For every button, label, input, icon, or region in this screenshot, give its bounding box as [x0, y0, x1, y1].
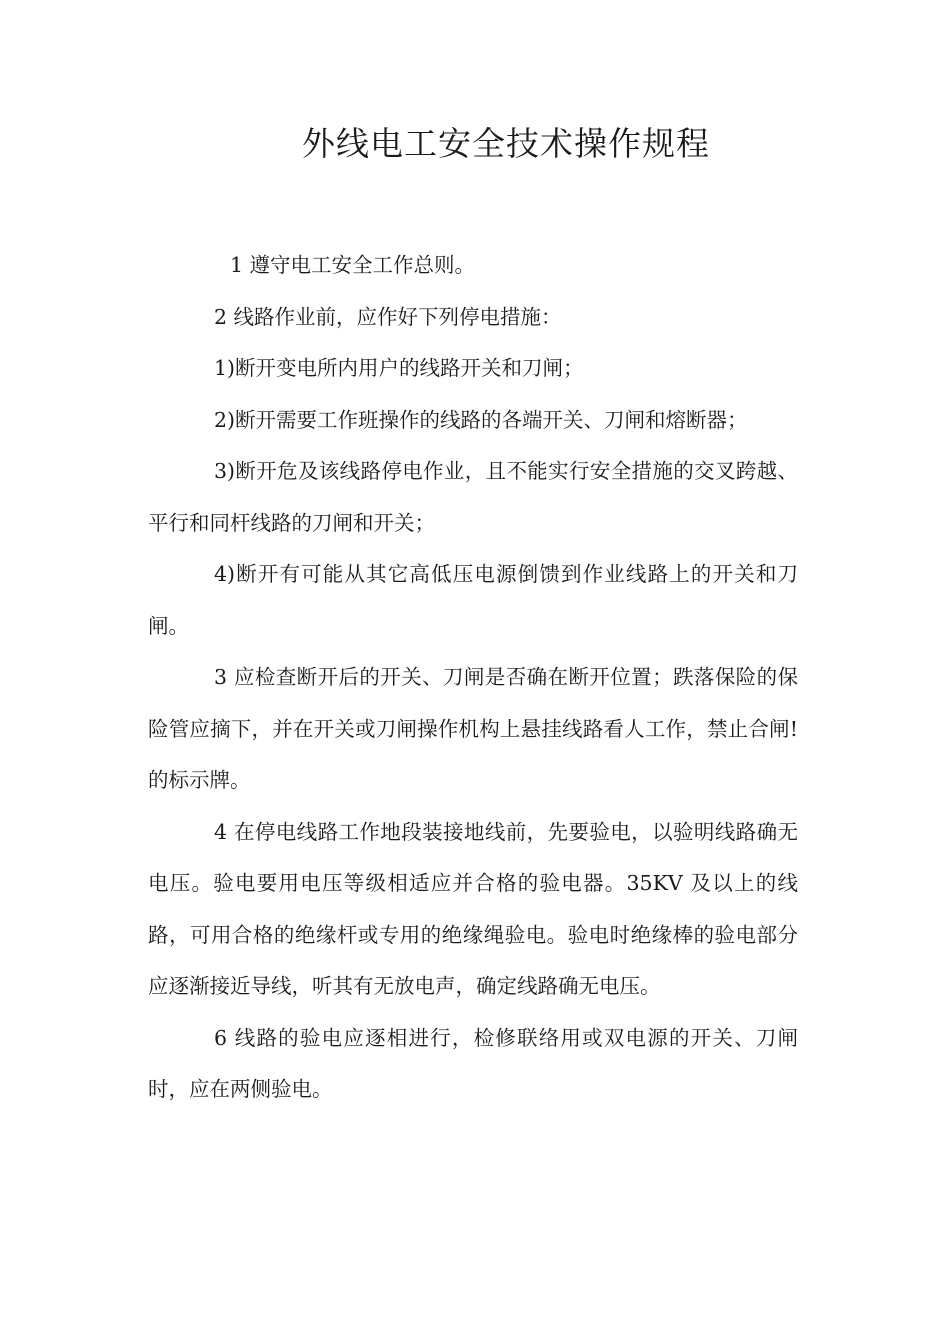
paragraph-3: 3 应检查断开后的开关、刀闸是否确在断开位置；跌落保险的保险管应摘下，并在开关或刀闸操作机构上悬挂线路看人工作，禁止合闸!的标示牌。 — [148, 665, 798, 792]
paragraph-1: 1 遵守电工安全工作总则。 — [230, 253, 476, 277]
paragraph-2-item-1: 1)断开变电所内用户的线路开关和刀闸； — [214, 356, 584, 380]
document-body — [148, 240, 798, 1116]
paragraph-2-item-3: 3)断开危及该线路停电作业，且不能实行安全措施的交叉跨越、平行和同杆线路的刀闸和开关； — [148, 459, 798, 535]
paragraph-2-item-2: 2)断开需要工作班操作的线路的各端开关、刀闸和熔断器； — [214, 407, 748, 432]
paragraph-6: 6 线路的验电应逐相进行，检修联络用或双电源的开关、刀闸时，应在两侧验电。 — [148, 1025, 798, 1101]
document-title: 外线电工安全技术操作规程 — [302, 124, 710, 163]
paragraph-4: 4 在停电线路工作地段装接地线前，先要验电，以验明线路确无电压。验电要用电压等级相适应并合格的验电器。35KV 及以上的线路，可用合格的绝缘杆或专用的绝缘绳验电。验电时绝缘棒的验电部分应逐渐接近导线，听其有无放电声，确定线路确无电压。 — [148, 819, 798, 998]
paragraph-2-item-4: 4)断开有可能从其它高低压电源倒馈到作业线路上的开关和刀闸。 — [148, 562, 798, 638]
paragraph-2: 2 线路作业前，应作好下列停电措施： — [214, 304, 562, 329]
